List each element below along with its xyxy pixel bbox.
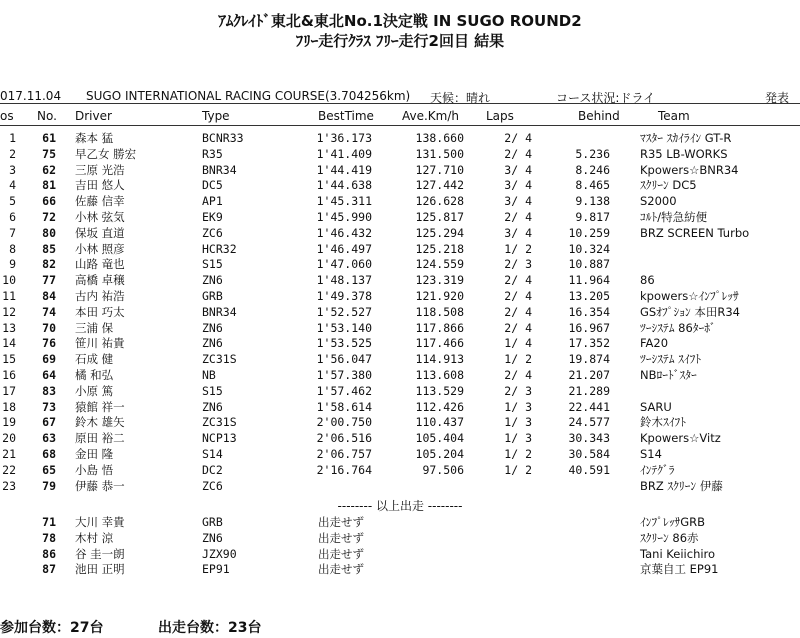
course-name: SUGO INTERNATIONAL RACING COURSE(3.704256km) bbox=[86, 89, 411, 103]
car-number-cell: 66 bbox=[42, 194, 56, 209]
table-row bbox=[0, 351, 800, 367]
driver-cell: 橘 和弘 bbox=[75, 368, 114, 382]
behind-cell: 10.324 bbox=[568, 241, 610, 256]
team-cell: NBﾛｰﾄﾞｽﾀｰ bbox=[640, 368, 697, 382]
laps-cell: 1/ 2 bbox=[504, 241, 532, 256]
pos-cell: 19 bbox=[2, 415, 16, 430]
behind-cell: 10.259 bbox=[568, 225, 610, 240]
table-row bbox=[0, 146, 800, 162]
dns-row bbox=[0, 530, 800, 546]
table-row bbox=[0, 383, 800, 399]
avespeed-cell: 131.500 bbox=[415, 146, 464, 161]
besttime-cell: 1'44.419 bbox=[316, 162, 372, 177]
team-cell: BRZ ｽｸﾘｰﾝ 伊藤 bbox=[640, 478, 723, 493]
laps-cell: 1/ 2 bbox=[504, 447, 532, 461]
avespeed-cell: 118.508 bbox=[415, 304, 464, 319]
avespeed-cell: 125.817 bbox=[415, 210, 464, 224]
type-cell: BNR34 bbox=[202, 304, 237, 319]
besttime-cell: 1'49.378 bbox=[316, 289, 372, 303]
pos-cell: 21 bbox=[2, 447, 16, 461]
car-number-cell: 64 bbox=[42, 368, 56, 382]
driver-cell: 森本 猛 bbox=[75, 131, 114, 145]
status-cell: 出走せず bbox=[318, 562, 364, 577]
driver-cell: 保坂 直道 bbox=[75, 225, 125, 240]
besttime-cell: 1'53.140 bbox=[316, 320, 372, 335]
table-row bbox=[0, 177, 800, 193]
release-label: 発表 bbox=[765, 91, 790, 105]
pos-cell: 23 bbox=[2, 478, 16, 493]
team-cell: ﾏｽﾀｰ ｽｶｲﾗｲﾝ GT-R bbox=[640, 131, 732, 145]
behind-cell: 13.205 bbox=[568, 289, 610, 303]
car-number-cell: 65 bbox=[42, 462, 56, 477]
driver-cell: 谷 圭一朗 bbox=[75, 546, 125, 561]
pos-cell: 20 bbox=[2, 431, 16, 446]
dns-row bbox=[0, 546, 800, 562]
type-cell: S14 bbox=[202, 447, 223, 461]
behind-cell: 16.967 bbox=[568, 320, 610, 335]
laps-cell: 3/ 4 bbox=[504, 194, 532, 209]
behind-cell: 10.887 bbox=[568, 257, 610, 272]
behind-cell: 11.964 bbox=[568, 273, 610, 288]
besttime-cell: 1'36.173 bbox=[316, 131, 372, 145]
driver-cell: 石成 健 bbox=[75, 352, 114, 367]
pos-cell: 16 bbox=[2, 368, 16, 382]
behind-cell: 5.236 bbox=[575, 146, 610, 161]
car-number-cell: 78 bbox=[42, 530, 56, 545]
avespeed-cell: 127.710 bbox=[415, 162, 464, 177]
behind-cell: 24.577 bbox=[568, 415, 610, 430]
car-number-cell: 67 bbox=[42, 415, 56, 430]
team-cell: ｽｸﾘｰﾝ DC5 bbox=[640, 178, 697, 193]
type-cell: ZN6 bbox=[202, 530, 223, 545]
driver-cell: 小林 照彦 bbox=[75, 241, 125, 256]
avespeed-cell: 117.466 bbox=[415, 336, 464, 351]
table-row bbox=[0, 225, 800, 241]
col-team: Team bbox=[658, 109, 690, 123]
laps-cell: 3/ 4 bbox=[504, 162, 532, 177]
avespeed-cell: 114.913 bbox=[415, 352, 464, 367]
type-cell: DC5 bbox=[202, 178, 223, 193]
team-cell: 京葉自工 EP91 bbox=[640, 562, 719, 577]
avespeed-cell: 105.404 bbox=[415, 431, 464, 446]
driver-cell: 小原 篤 bbox=[75, 383, 114, 398]
team-cell: GSｵﾌﾟｼｮﾝ 本田R34 bbox=[640, 304, 740, 319]
table-row bbox=[0, 335, 800, 351]
driver-cell: 吉田 悠人 bbox=[75, 178, 125, 193]
col-besttime: BestTime bbox=[318, 109, 374, 123]
avespeed-cell: 123.319 bbox=[415, 273, 464, 288]
car-number-cell: 81 bbox=[42, 178, 56, 193]
driver-cell: 古内 祐浩 bbox=[75, 289, 125, 303]
driver-cell: 伊藤 恭一 bbox=[75, 478, 125, 493]
type-cell: GRB bbox=[202, 515, 223, 529]
team-cell: 86 bbox=[640, 273, 655, 288]
col-behind: Behind bbox=[578, 109, 620, 123]
page-subtitle: ﾌﾘｰ走行ｸﾗｽ ﾌﾘｰ走行2回目 結果 bbox=[295, 32, 505, 50]
table-row bbox=[0, 288, 800, 304]
avespeed-cell: 125.294 bbox=[415, 225, 464, 240]
avespeed-cell: 125.218 bbox=[415, 241, 464, 256]
car-number-cell: 72 bbox=[42, 210, 56, 224]
laps-cell: 3/ 4 bbox=[504, 178, 532, 193]
team-cell: ｲﾝﾃｸﾞﾗ bbox=[640, 462, 675, 477]
type-cell: DC2 bbox=[202, 462, 223, 477]
table-row bbox=[0, 367, 800, 383]
besttime-cell: 1'44.638 bbox=[316, 178, 372, 193]
type-cell: ZC31S bbox=[202, 415, 237, 430]
col-laps: Laps bbox=[486, 109, 514, 123]
laps-cell: 2/ 4 bbox=[504, 210, 532, 224]
finished-separator: -------- 以上出走 -------- bbox=[337, 499, 463, 513]
dns-row bbox=[0, 561, 800, 577]
table-row bbox=[0, 462, 800, 478]
pos-cell: 11 bbox=[2, 289, 16, 303]
dns-row bbox=[0, 514, 800, 530]
car-number-cell: 74 bbox=[42, 304, 56, 319]
team-cell: SARU bbox=[640, 399, 672, 414]
besttime-cell: 1'58.614 bbox=[316, 399, 372, 414]
behind-cell: 8.465 bbox=[575, 178, 610, 193]
driver-cell: 高橋 卓穣 bbox=[75, 273, 125, 288]
car-number-cell: 63 bbox=[42, 431, 56, 446]
type-cell: R35 bbox=[202, 146, 223, 161]
status-cell: 出走せず bbox=[318, 515, 364, 529]
behind-cell: 21.207 bbox=[568, 368, 610, 382]
avespeed-cell: 112.426 bbox=[415, 399, 464, 414]
behind-cell: 9.138 bbox=[575, 194, 610, 209]
table-row bbox=[0, 320, 800, 336]
type-cell: EK9 bbox=[202, 210, 223, 224]
header-rule-bottom bbox=[0, 125, 800, 126]
table-row bbox=[0, 478, 800, 494]
avespeed-cell: 124.559 bbox=[415, 257, 464, 272]
pos-cell: 15 bbox=[2, 352, 16, 367]
besttime-cell: 1'46.432 bbox=[316, 225, 372, 240]
pos-cell: 18 bbox=[2, 399, 16, 414]
behind-cell: 30.343 bbox=[568, 431, 610, 446]
car-number-cell: 83 bbox=[42, 383, 56, 398]
car-number-cell: 73 bbox=[42, 399, 56, 414]
type-cell: S15 bbox=[202, 383, 223, 398]
behind-cell: 22.441 bbox=[568, 399, 610, 414]
besttime-cell: 2'16.764 bbox=[316, 462, 372, 477]
team-cell: BRZ SCREEN Turbo bbox=[640, 225, 750, 240]
pos-cell: 8 bbox=[9, 241, 16, 256]
laps-cell: 2/ 4 bbox=[504, 304, 532, 319]
laps-cell: 2/ 4 bbox=[504, 289, 532, 303]
besttime-cell: 1'46.497 bbox=[316, 241, 372, 256]
type-cell: ZC6 bbox=[202, 225, 223, 240]
type-cell: ZN6 bbox=[202, 320, 223, 335]
avespeed-cell: 97.506 bbox=[422, 462, 464, 477]
type-cell: HCR32 bbox=[202, 241, 237, 256]
avespeed-cell: 117.866 bbox=[415, 320, 464, 335]
avespeed-cell: 110.437 bbox=[415, 415, 464, 430]
driver-cell: 本田 巧太 bbox=[75, 304, 125, 319]
driver-cell: 木村 涼 bbox=[75, 530, 114, 545]
team-cell: R35 LB-WORKS bbox=[640, 146, 728, 161]
type-cell: GRB bbox=[202, 289, 223, 303]
event-date: 017.11.04 bbox=[0, 89, 62, 103]
header-rule-top bbox=[0, 103, 800, 104]
laps-cell: 2/ 3 bbox=[504, 383, 532, 398]
driver-cell: 大川 幸貴 bbox=[75, 515, 125, 529]
laps-cell: 2/ 4 bbox=[504, 146, 532, 161]
pos-cell: 3 bbox=[9, 162, 16, 177]
status-cell: 出走せず bbox=[318, 546, 364, 561]
type-cell: NB bbox=[202, 368, 216, 382]
behind-cell: 40.591 bbox=[568, 462, 610, 477]
pos-cell: 12 bbox=[2, 304, 16, 319]
pos-cell: 14 bbox=[2, 336, 16, 351]
col-pos: os bbox=[0, 109, 14, 123]
car-number-cell: 71 bbox=[42, 515, 56, 529]
status-cell: 出走せず bbox=[318, 530, 364, 545]
besttime-cell: 1'45.990 bbox=[316, 210, 372, 224]
behind-cell: 19.874 bbox=[568, 352, 610, 367]
team-cell: S2000 bbox=[640, 194, 677, 209]
entries-count: 参加台数：27台 bbox=[0, 620, 104, 636]
laps-cell: 2/ 4 bbox=[504, 320, 532, 335]
team-cell: FA20 bbox=[640, 336, 669, 351]
col-type: Type bbox=[202, 109, 230, 123]
pos-cell: 6 bbox=[9, 210, 16, 224]
driver-cell: 原田 裕二 bbox=[75, 431, 125, 446]
avespeed-cell: 126.628 bbox=[415, 194, 464, 209]
col-no: No. bbox=[37, 109, 57, 123]
avespeed-cell: 113.529 bbox=[415, 383, 464, 398]
car-number-cell: 86 bbox=[42, 546, 56, 561]
driver-cell: 笹川 祐貴 bbox=[75, 336, 125, 351]
type-cell: ZN6 bbox=[202, 399, 223, 414]
driver-cell: 山路 竜也 bbox=[75, 257, 125, 272]
weather: 天候：晴れ bbox=[430, 91, 491, 105]
pos-cell: 17 bbox=[2, 383, 16, 398]
page-title: ｱﾑｸﾚｲﾄﾞ東北&東北No.1決定戦 IN SUGO ROUND2 bbox=[218, 12, 582, 30]
type-cell: BCNR33 bbox=[202, 131, 244, 145]
table-row bbox=[0, 446, 800, 462]
team-cell: 鈴木ｽｲﾌﾄ bbox=[640, 415, 686, 430]
driver-cell: 三浦 保 bbox=[75, 320, 114, 335]
pos-cell: 5 bbox=[9, 194, 16, 209]
team-cell: Kpowers☆Vitz bbox=[640, 431, 721, 446]
avespeed-cell: 138.660 bbox=[415, 131, 464, 145]
pos-cell: 4 bbox=[9, 178, 16, 193]
behind-cell: 21.289 bbox=[568, 383, 610, 398]
besttime-cell: 1'41.409 bbox=[316, 146, 372, 161]
type-cell: ZN6 bbox=[202, 336, 223, 351]
laps-cell: 1/ 2 bbox=[504, 352, 532, 367]
table-row bbox=[0, 399, 800, 415]
driver-cell: 三原 光浩 bbox=[75, 162, 125, 177]
car-number-cell: 77 bbox=[42, 273, 56, 288]
driver-cell: 池田 正明 bbox=[75, 562, 125, 577]
laps-cell: 1/ 3 bbox=[504, 399, 532, 414]
type-cell: ZN6 bbox=[202, 273, 223, 288]
type-cell: ZC6 bbox=[202, 478, 223, 493]
table-row bbox=[0, 130, 800, 146]
table-row bbox=[0, 414, 800, 430]
behind-cell: 30.584 bbox=[568, 447, 610, 461]
driver-cell: 鈴木 雄矢 bbox=[75, 415, 125, 430]
pos-cell: 13 bbox=[2, 320, 16, 335]
type-cell: EP91 bbox=[202, 562, 230, 577]
table-row bbox=[0, 304, 800, 320]
avespeed-cell: 105.204 bbox=[415, 447, 464, 461]
laps-cell: 2/ 4 bbox=[504, 273, 532, 288]
car-number-cell: 61 bbox=[42, 131, 56, 145]
table-row bbox=[0, 241, 800, 257]
table-row bbox=[0, 256, 800, 272]
besttime-cell: 1'57.462 bbox=[316, 383, 372, 398]
besttime-cell: 2'06.516 bbox=[316, 431, 372, 446]
car-number-cell: 79 bbox=[42, 478, 56, 493]
team-cell: S14 bbox=[640, 447, 662, 461]
team-cell: ｽｸﾘｰﾝ 86赤 bbox=[640, 530, 699, 545]
laps-cell: 1/ 4 bbox=[504, 336, 532, 351]
laps-cell: 2/ 4 bbox=[504, 131, 532, 145]
table-row bbox=[0, 193, 800, 209]
besttime-cell: 2'00.750 bbox=[316, 415, 372, 430]
type-cell: ZC31S bbox=[202, 352, 237, 367]
track-condition: コース状況:ドライ bbox=[556, 91, 656, 105]
type-cell: AP1 bbox=[202, 194, 223, 209]
laps-cell: 3/ 4 bbox=[504, 225, 532, 240]
laps-cell: 2/ 4 bbox=[504, 368, 532, 382]
car-number-cell: 82 bbox=[42, 257, 56, 272]
team-cell: Tani Keiichiro bbox=[640, 546, 716, 561]
laps-cell: 1/ 3 bbox=[504, 415, 532, 430]
type-cell: S15 bbox=[202, 257, 223, 272]
pos-cell: 10 bbox=[2, 273, 16, 288]
avespeed-cell: 127.442 bbox=[415, 178, 464, 193]
besttime-cell: 1'45.311 bbox=[316, 194, 372, 209]
car-number-cell: 80 bbox=[42, 225, 56, 240]
col-avespeed: Ave.Km/h bbox=[402, 109, 460, 123]
car-number-cell: 70 bbox=[42, 320, 56, 335]
avespeed-cell: 113.608 bbox=[415, 368, 464, 382]
besttime-cell: 1'53.525 bbox=[316, 336, 372, 351]
driver-cell: 佐藤 信幸 bbox=[75, 194, 125, 209]
table-row bbox=[0, 430, 800, 446]
besttime-cell: 1'57.380 bbox=[316, 368, 372, 382]
type-cell: BNR34 bbox=[202, 162, 237, 177]
driver-cell: 小林 弦気 bbox=[75, 210, 125, 224]
behind-cell: 17.352 bbox=[568, 336, 610, 351]
besttime-cell: 1'52.527 bbox=[316, 304, 372, 319]
car-number-cell: 69 bbox=[42, 352, 56, 367]
behind-cell: 9.817 bbox=[575, 210, 610, 224]
driver-cell: 小島 悟 bbox=[75, 462, 114, 477]
car-number-cell: 76 bbox=[42, 336, 56, 351]
car-number-cell: 85 bbox=[42, 241, 56, 256]
car-number-cell: 87 bbox=[42, 562, 56, 577]
team-cell: ﾂｰｼｽﾃﾑ ｽｲﾌﾄ bbox=[640, 352, 702, 367]
driver-cell: 猿館 祥一 bbox=[75, 399, 125, 414]
avespeed-cell: 121.920 bbox=[415, 289, 464, 303]
type-cell: NCP13 bbox=[202, 431, 237, 446]
laps-cell: 1/ 3 bbox=[504, 431, 532, 446]
besttime-cell: 1'47.060 bbox=[316, 257, 372, 272]
table-row bbox=[0, 209, 800, 225]
besttime-cell: 1'56.047 bbox=[316, 352, 372, 367]
pos-cell: 7 bbox=[9, 225, 16, 240]
starters-count: 出走台数：23台 bbox=[158, 620, 262, 636]
car-number-cell: 62 bbox=[42, 162, 56, 177]
behind-cell: 16.354 bbox=[568, 304, 610, 319]
table-row bbox=[0, 272, 800, 288]
team-cell: kpowers☆ｲﾝﾌﾟﾚｯｻ bbox=[640, 289, 739, 303]
besttime-cell: 2'06.757 bbox=[316, 447, 372, 461]
team-cell: ｲﾝﾌﾟﾚｯｻGRB bbox=[640, 515, 706, 529]
pos-cell: 9 bbox=[9, 257, 16, 272]
type-cell: JZX90 bbox=[202, 546, 237, 561]
driver-cell: 金田 隆 bbox=[75, 447, 114, 461]
table-row bbox=[0, 162, 800, 178]
pos-cell: 1 bbox=[9, 131, 16, 145]
car-number-cell: 68 bbox=[42, 447, 56, 461]
team-cell: ｺﾙﾄ/特急紡便 bbox=[640, 210, 708, 224]
behind-cell: 8.246 bbox=[575, 162, 610, 177]
pos-cell: 22 bbox=[2, 462, 16, 477]
car-number-cell: 84 bbox=[42, 289, 56, 303]
laps-cell: 2/ 3 bbox=[504, 257, 532, 272]
col-driver: Driver bbox=[75, 109, 112, 123]
besttime-cell: 1'48.137 bbox=[316, 273, 372, 288]
team-cell: Kpowers☆BNR34 bbox=[640, 162, 739, 177]
pos-cell: 2 bbox=[9, 146, 16, 161]
laps-cell: 1/ 2 bbox=[504, 462, 532, 477]
team-cell: ﾂｰｼｽﾃﾑ 86ﾀｰﾎﾞ bbox=[640, 320, 716, 335]
driver-cell: 早乙女 勝宏 bbox=[75, 146, 137, 161]
car-number-cell: 75 bbox=[42, 146, 56, 161]
